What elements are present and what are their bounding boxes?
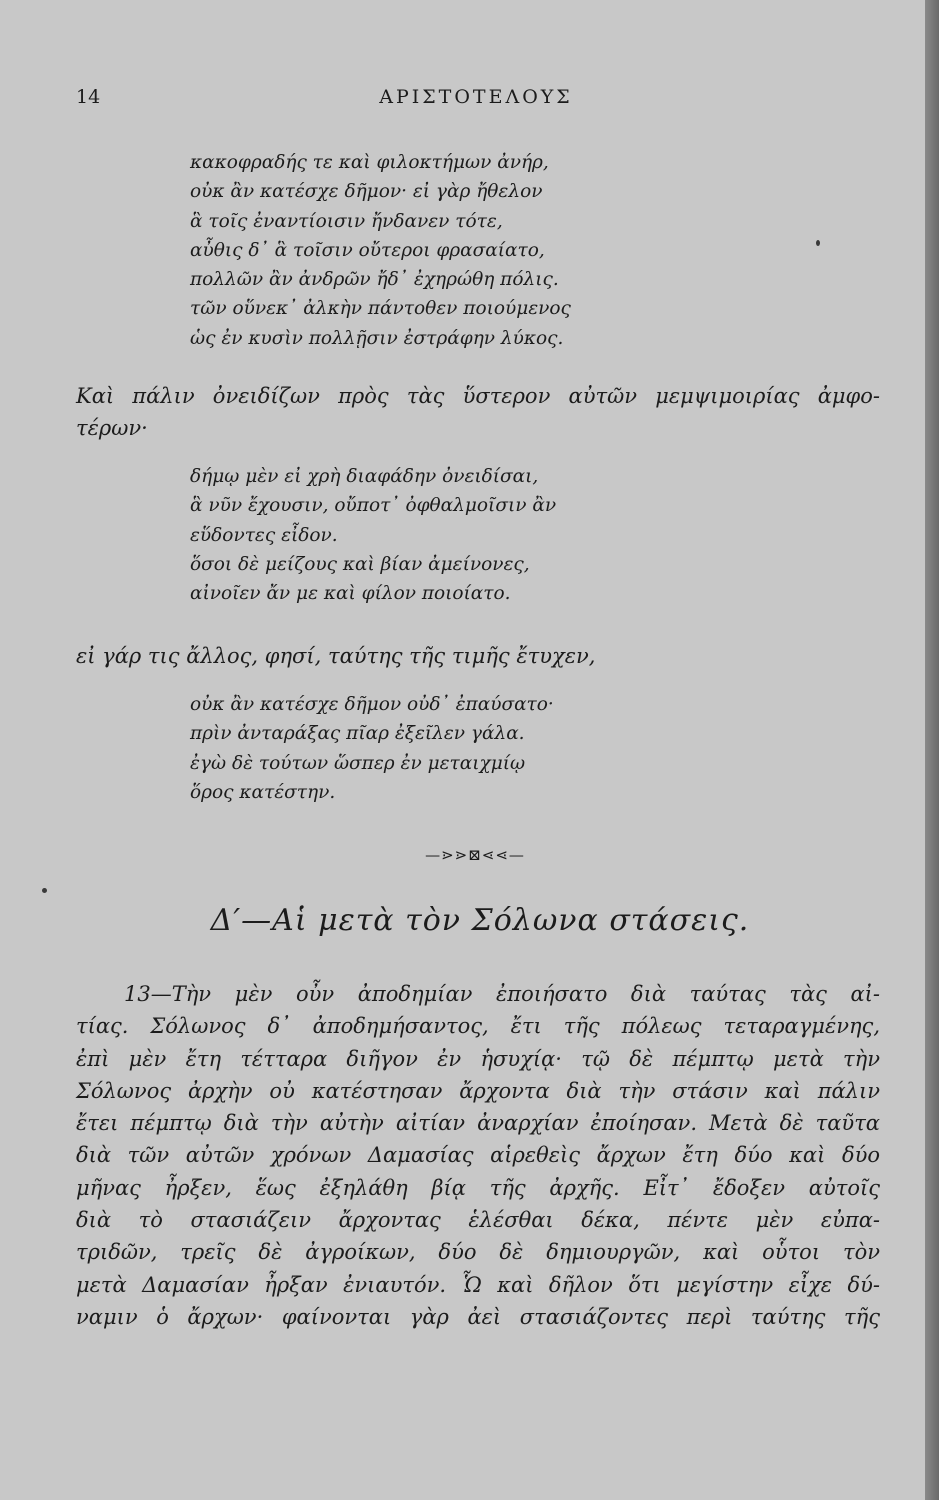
verse-line: οὐκ ἂν κατέσχε δῆμον οὐδ᾽ ἐπαύσατο·: [190, 694, 554, 715]
section-heading: Δ′—Αἱ μετὰ τὸν Σόλωνα στάσεις.: [210, 903, 750, 938]
body-line: τριδῶν, τρεῖς δὲ ἀγροίκων, δύο δὲ δημιουργῶν, καὶ οὗτοι τὸν: [76, 1240, 880, 1265]
verse-block-2: [190, 462, 556, 608]
verse-line: ὅρος κατέστην.: [190, 781, 336, 803]
body-line: τίας. Σόλωνος δ᾽ ἀποδημήσαντος, ἔτι τῆς πόλεως τεταραγμένης,: [76, 1014, 880, 1039]
verse-line: ὡς ἐν κυσὶν πολλῇσιν ἐστράφην λύκος.: [190, 327, 564, 349]
body-line: μετὰ Δαμασίαν ἦρξαν ἐνιαυτόν. Ὧ καὶ δῆλον ὅτι μεγίστην εἶχε δύ-: [76, 1272, 880, 1297]
prose-line: εἰ γάρ τις ἄλλος, φησί, ταύτης τῆς τιμῆς ἔτυχεν,: [76, 644, 596, 668]
verse-line: αἰνοῖεν ἄν με καὶ φίλον ποιοίατο.: [190, 583, 511, 605]
body-line: μῆνας ἦρξεν, ἕως ἐξηλάθη βίᾳ τῆς ἀρχῆς. Εἶτ᾽ ἔδοξεν αὐτοῖς: [76, 1175, 880, 1200]
verse-line: ἐγὼ δὲ τούτων ὥσπερ ἐν μεταιχμίῳ: [190, 752, 526, 774]
page-binding-edge: [925, 0, 939, 1500]
verse-line: ὅσοι δὲ μείζους καὶ βίαν ἀμείνονες,: [190, 553, 530, 575]
ink-speck: [816, 240, 820, 246]
body-line: ναμιν ὁ ἄρχων· φαίνονται γὰρ ἀεὶ στασιάζοντες περὶ ταύτης τῆς: [76, 1304, 880, 1329]
verse-line: κακοφραδής τε καὶ φιλοκτήμων ἀνήρ,: [190, 152, 549, 173]
body-line: 13—Τὴν μὲν οὖν ἀποδημίαν ἐποιήσατο διὰ ταύτας τὰς αἰ-: [124, 982, 880, 1006]
body-line: διὰ τῶν αὐτῶν χρόνων Δαμασίας αἱρεθεὶς ἄρχων ἔτη δύο καὶ δύο: [76, 1143, 880, 1168]
page-number: 14: [76, 86, 101, 108]
verse-block-3: [190, 690, 554, 807]
verse-line: εὕδοντες εἶδον.: [190, 524, 338, 546]
verse-line: δήμῳ μὲν εἰ χρὴ διαφάδην ὀνειδίσαι,: [190, 466, 539, 487]
body-line: ἔτει πέμπτῳ διὰ τὴν αὐτὴν αἰτίαν ἀναρχίαν ἐποίησαν. Μετὰ δὲ ταῦτα: [76, 1111, 880, 1136]
verse-line: τῶν οὕνεκ᾽ ἀλκὴν πάντοθεν ποιούμενος: [190, 298, 571, 320]
prose-line: Καὶ πάλιν ὀνειδίζων πρὸς τὰς ὕστερον αὐτῶν μεμψιμοιρίας ἀμφο-: [76, 384, 880, 408]
body-line: Σόλωνος ἀρχὴν οὐ κατέστησαν ἄρχοντα διὰ τὴν στάσιν καὶ πάλιν: [76, 1078, 880, 1103]
verse-line: πρὶν ἀνταράξας πῖαρ ἐξεῖλεν γάλα.: [190, 723, 525, 745]
prose-line: τέρων·: [76, 416, 148, 440]
body-line: ἐπὶ μὲν ἔτη τέτταρα διῆγον ἐν ἡσυχίᾳ· τῷ δὲ πέμπτῳ μετὰ τὴν: [76, 1046, 880, 1071]
verse-line: ἃ τοῖς ἐναντίοισιν ἤνδανεν τότε,: [190, 210, 503, 232]
verse-block-1: [190, 148, 571, 353]
page-header: [76, 86, 876, 118]
verse-line: πολλῶν ἂν ἀνδρῶν ἤδ᾽ ἐχηρώθη πόλις.: [190, 269, 559, 291]
body-line: διὰ τὸ στασιάζειν ἄρχοντας ἑλέσθαι δέκα, πέντε μὲν εὐπα-: [76, 1208, 880, 1233]
prose-paragraph-1: [76, 380, 880, 444]
verse-line: αὖθις δ᾽ ἃ τοῖσιν οὔτεροι φρασαίατο,: [190, 239, 545, 261]
verse-line: ἃ νῦν ἔχουσιν, οὔποτ᾽ ὀφθαλμοῖσιν ἂν: [190, 495, 557, 517]
ink-speck: [42, 888, 47, 893]
prose-paragraph-2: [76, 640, 880, 672]
verse-line: οὐκ ἂν κατέσχε δῆμον· εἰ γὰρ ἤθελον: [190, 181, 543, 203]
running-title: ΑΡΙΣΤΟΤΕΛΟΥΣ: [379, 86, 573, 108]
body-paragraph: [76, 978, 880, 1333]
ornament-divider: —⋗⋗⊠⋖⋖—: [425, 846, 525, 864]
